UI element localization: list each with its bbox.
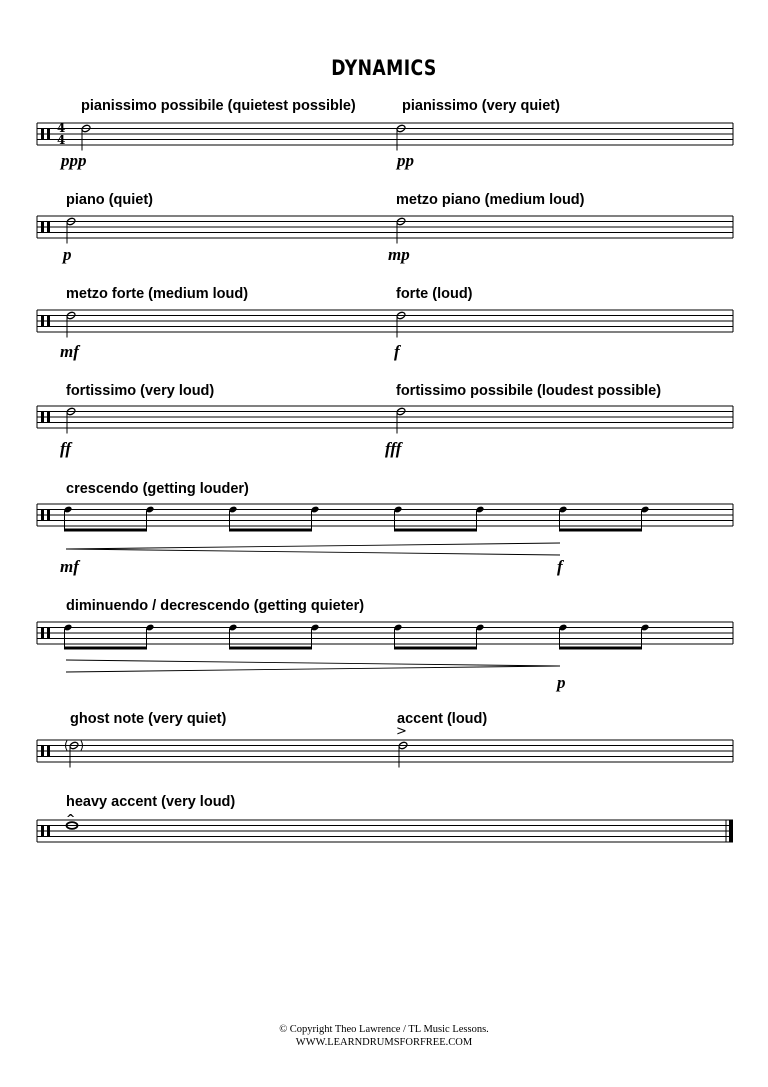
- heavy-accent-mark: ^: [66, 812, 76, 825]
- label-diminuendo: diminuendo / decrescendo (getting quieter): [66, 598, 365, 614]
- label-pianissimo: pianissimo (very quiet): [402, 98, 560, 114]
- percussion-clef-bar: [47, 510, 50, 521]
- eighth-beam: [64, 647, 147, 650]
- label-forte: forte (loud): [396, 286, 473, 302]
- staff-8: [0, 819, 768, 847]
- staff-1: [0, 122, 768, 150]
- time-signature-bottom: 4: [57, 133, 66, 147]
- dynamic-p: p: [63, 245, 72, 264]
- dynamic-ppp: ppp: [61, 151, 87, 170]
- percussion-clef-bar: [47, 129, 50, 140]
- eighth-beam: [229, 529, 312, 532]
- hairpin-upper: [66, 660, 560, 666]
- percussion-clef-bar: [41, 826, 44, 837]
- label-fortissimo: fortissimo (very loud): [66, 383, 215, 399]
- dynamic-fff: fff: [385, 439, 402, 458]
- eighth-beam: [394, 647, 477, 650]
- label-ghost-note: ghost note (very quiet): [70, 711, 227, 727]
- percussion-clef-bar: [47, 316, 50, 327]
- percussion-clef-bar: [41, 412, 44, 423]
- eighth-beam: [229, 647, 312, 650]
- percussion-clef-bar: [47, 746, 50, 757]
- eighth-beam: [394, 529, 477, 532]
- staff-3: [0, 309, 768, 337]
- label-metzo-piano: metzo piano (medium loud): [396, 192, 585, 208]
- staff-5: [0, 503, 768, 563]
- eighth-beam: [559, 647, 642, 650]
- percussion-clef-bar: [47, 826, 50, 837]
- footer-website: WWW.LEARNDRUMSFORFREE.COM: [295, 1037, 473, 1048]
- label-metzo-forte: metzo forte (medium loud): [66, 286, 249, 302]
- final-barline-thick: [729, 820, 733, 842]
- percussion-clef-bar: [47, 628, 50, 639]
- hairpin-upper: [66, 543, 560, 549]
- percussion-clef-bar: [41, 628, 44, 639]
- staff-2: [0, 215, 768, 243]
- label-accent: accent (loud): [397, 711, 488, 727]
- hairpin-lower: [66, 549, 560, 555]
- dynamic-f-end: f: [557, 557, 563, 576]
- hairpin-lower: [66, 666, 560, 672]
- dynamic-ff: ff: [60, 439, 72, 458]
- dynamic-pp: pp: [397, 151, 414, 170]
- footer-copyright: © Copyright Theo Lawrence / TL Music Lessons.: [279, 1024, 489, 1035]
- percussion-clef-bar: [41, 316, 44, 327]
- page-title: DYNAMICS: [331, 56, 437, 80]
- accent-mark: >: [396, 724, 407, 739]
- dynamic-mf: mf: [60, 342, 79, 361]
- percussion-clef-bar: [41, 746, 44, 757]
- time-signature-top: 4: [57, 121, 66, 135]
- label-crescendo: crescendo (getting louder): [66, 481, 249, 497]
- percussion-clef-bar: [41, 510, 44, 521]
- eighth-beam: [559, 529, 642, 532]
- dynamic-mf-start: mf: [60, 557, 79, 576]
- label-piano: piano (quiet): [66, 192, 153, 208]
- label-fortissimo-possibile: fortissimo possibile (loudest possible): [396, 383, 662, 399]
- percussion-clef-bar: [41, 129, 44, 140]
- dynamic-p-end: p: [557, 673, 566, 692]
- label-heavy-accent: heavy accent (very loud): [66, 794, 236, 810]
- percussion-clef-bar: [41, 222, 44, 233]
- percussion-clef-bar: [47, 222, 50, 233]
- label-pianissimo-possibile: pianissimo possibile (quietest possible): [81, 98, 356, 114]
- dynamic-mp: mp: [388, 245, 410, 264]
- eighth-beam: [64, 529, 147, 532]
- staff-4: [0, 405, 768, 433]
- percussion-clef-bar: [47, 412, 50, 423]
- staff-6: [0, 621, 768, 681]
- dynamic-f: f: [394, 342, 400, 361]
- staff-7: [0, 739, 768, 771]
